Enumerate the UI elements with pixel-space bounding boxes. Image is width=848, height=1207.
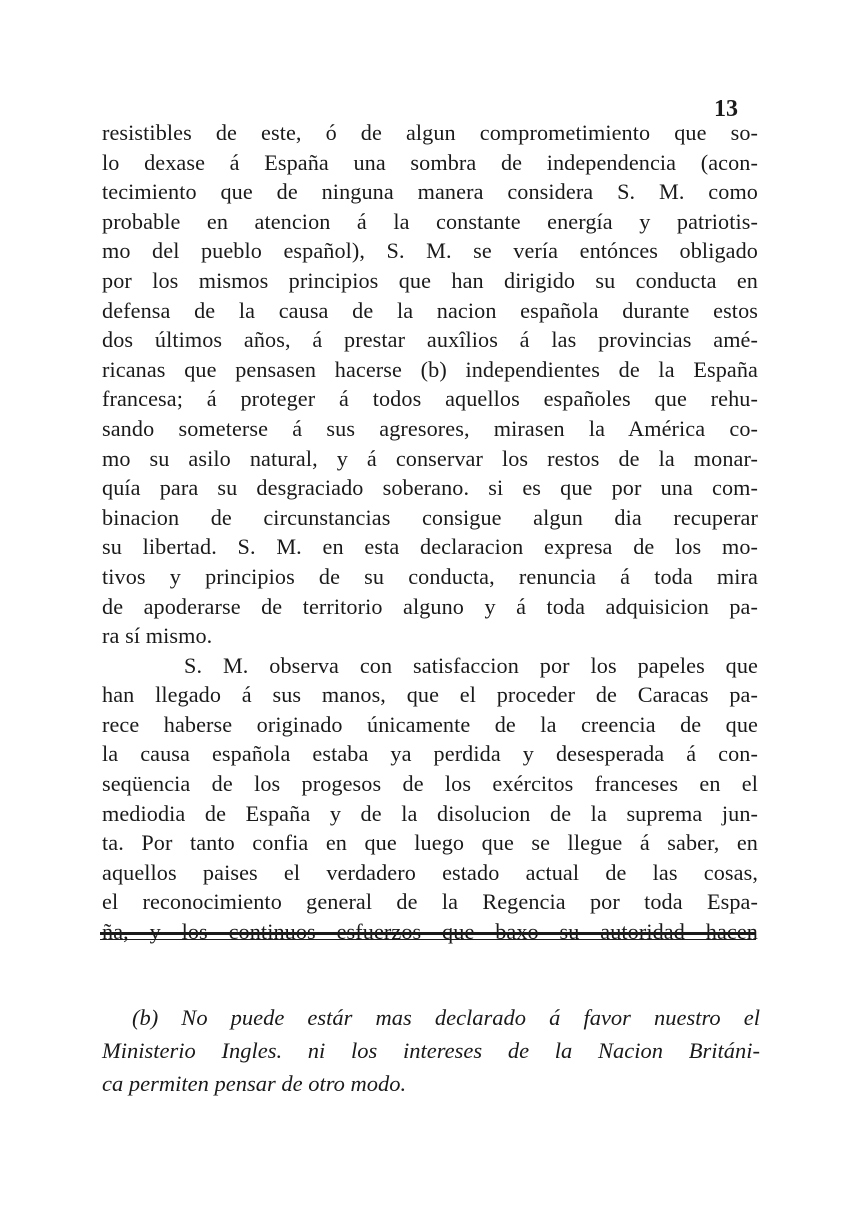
footnote-line: (b) No puede estár mas declarado á favor nuestro el bbox=[132, 1005, 760, 1030]
text-line: su libertad. S. M. en esta declaracion expresa de los mo- bbox=[102, 534, 758, 560]
text-line: ta. Por tanto confia en que luego que se llegue á saber, en bbox=[102, 830, 758, 856]
body-text bbox=[102, 118, 758, 947]
text-line: la causa española estaba ya perdida y desesperada á con- bbox=[102, 741, 758, 767]
footnote-separator-rule-thin bbox=[100, 939, 756, 940]
text-line: lo dexase á España una sombra de independencia (acon- bbox=[102, 149, 758, 175]
text-line: de apoderarse de territorio alguno y á toda adquisicion pa- bbox=[102, 593, 758, 619]
footnote-line: Ministerio Ingles. ni los intereses de la Nacion Británi- bbox=[102, 1038, 760, 1063]
text-line: quía para su desgraciado soberano. si es que por una com- bbox=[102, 475, 758, 501]
text-line: mo del pueblo español), S. M. se vería entónces obligado bbox=[102, 238, 758, 264]
text-line: francesa; á proteger á todos aquellos españoles que rehu- bbox=[102, 386, 758, 412]
text-line: sando someterse á sus agresores, mirasen la América co- bbox=[102, 415, 758, 441]
text-line: por los mismos principios que han dirigido su conducta en bbox=[102, 267, 758, 293]
text-line: han llegado á sus manos, que el proceder de Caracas pa- bbox=[102, 682, 758, 708]
text-line: ra sí mismo. bbox=[102, 623, 213, 649]
text-line: aquellos paises el verdadero estado actual de las cosas, bbox=[102, 859, 758, 885]
text-line: tecimiento que de ninguna manera considera S. M. como bbox=[102, 179, 758, 205]
text-line: tivos y principios de su conducta, renuncia á toda mira bbox=[102, 563, 758, 589]
text-line: rece haberse originado únicamente de la creencia de que bbox=[102, 711, 758, 737]
text-line: mo su asilo natural, y á conservar los restos de la monar- bbox=[102, 445, 758, 471]
text-line: mediodia de España y de la disolucion de la suprema jun- bbox=[102, 800, 758, 826]
text-line: binacion de circunstancias consigue algun dia recuperar bbox=[102, 504, 758, 530]
footnote-line: ca permiten pensar de otro modo. bbox=[102, 1071, 407, 1096]
page-number: 13 bbox=[714, 96, 738, 122]
text-line: ricanas que pensasen hacerse (b) independientes de la España bbox=[102, 356, 758, 382]
text-line: S. M. observa con satisfaccion por los papeles que bbox=[184, 652, 758, 678]
text-line: dos últimos años, á prestar auxîlios á las provincias amé- bbox=[102, 327, 758, 353]
text-line: el reconocimiento general de la Regencia por toda Espa- bbox=[102, 889, 758, 915]
text-line: defensa de la causa de la nacion española durante estos bbox=[102, 297, 758, 323]
footnote bbox=[102, 1001, 760, 1100]
text-line: resistibles de este, ó de algun comprometimiento que so- bbox=[102, 120, 758, 145]
footnote-separator-rule bbox=[100, 932, 756, 935]
text-line: probable en atencion á la constante energía y patriotis- bbox=[102, 208, 758, 234]
text-line: ña, y los continuos esfuerzos que baxo su autoridad hacen bbox=[102, 919, 758, 945]
text-line: seqüencia de los progesos de los exércitos franceses en el bbox=[102, 771, 758, 797]
